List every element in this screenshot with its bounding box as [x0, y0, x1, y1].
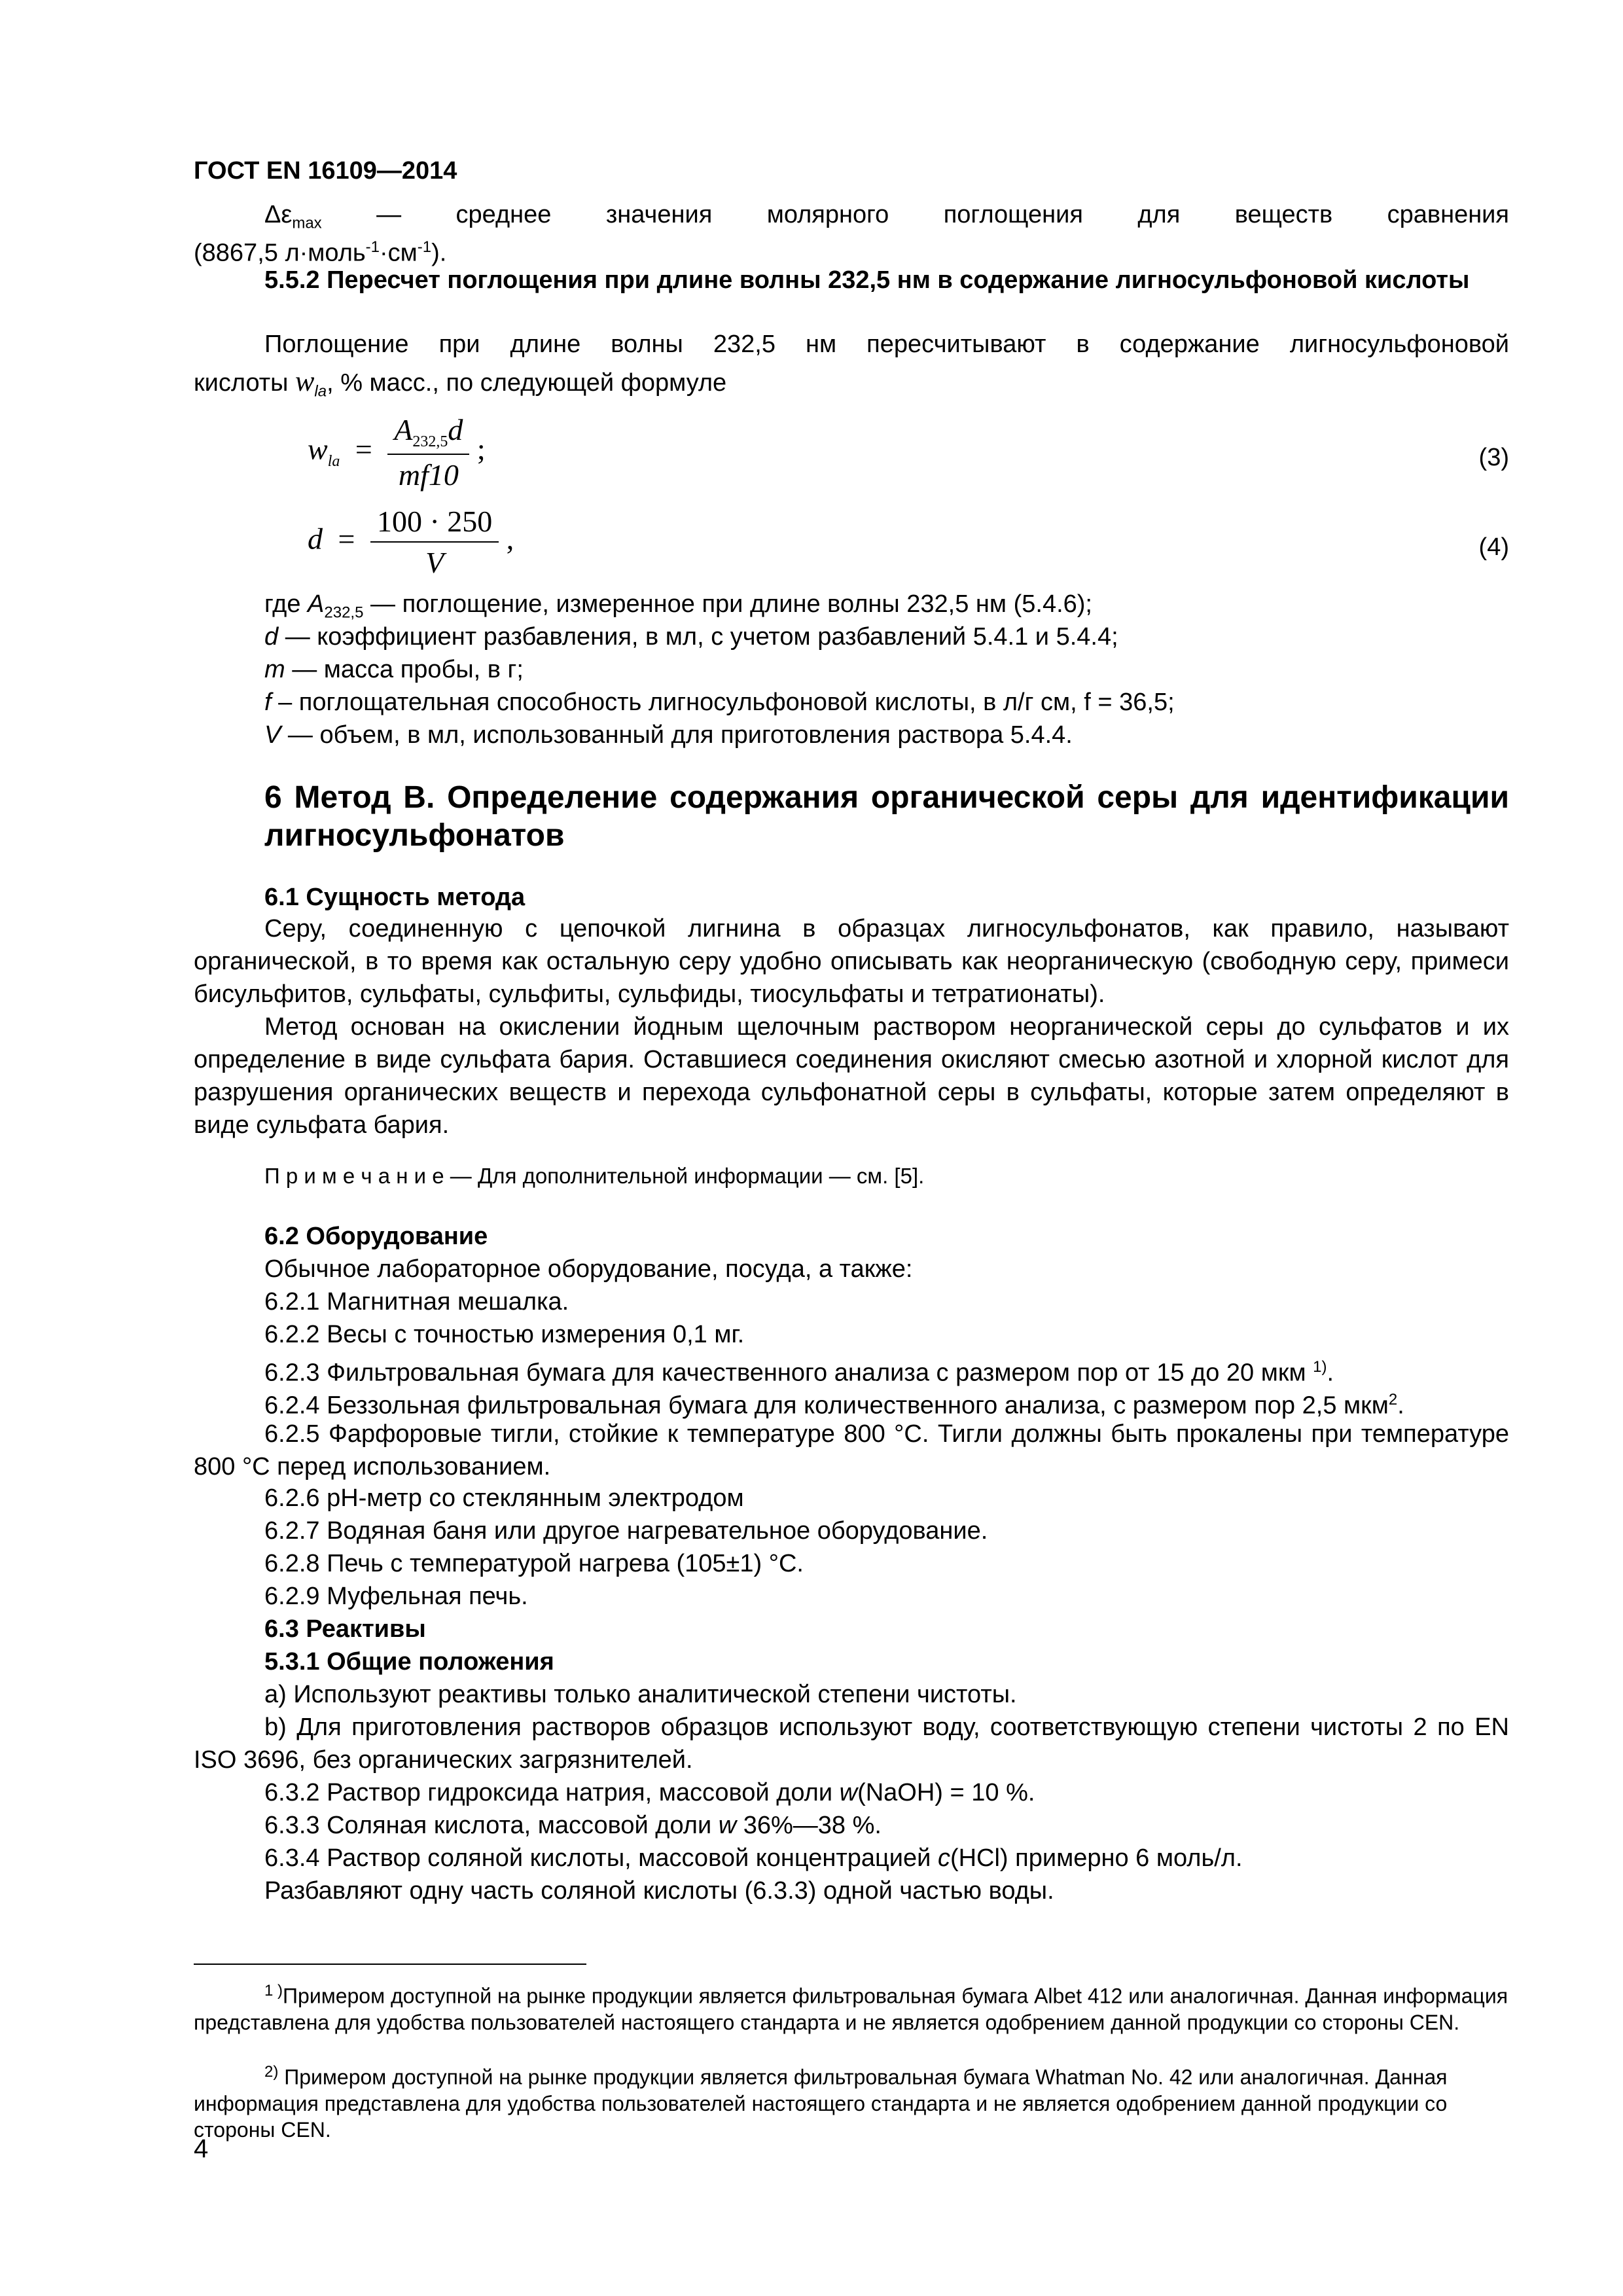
intro-dash: — — [321, 201, 456, 228]
sec62-item-6: 6.2.6 pH-метр со стеклянным электродом — [264, 1484, 744, 1512]
note-label: П р и м е ч а н и е — [264, 1164, 444, 1188]
sec63-item-2: 6.3.2 Раствор гидроксида натрия, массовой доли w(NaOH) = 10 %. — [264, 1779, 1035, 1806]
sec62-item-7: 6.2.7 Водяная баня или другое нагревательное оборудование. — [264, 1517, 988, 1545]
equation-number-3: (3) — [1478, 444, 1509, 471]
sec552-paragraph-line-1: Поглощение при длине волны 232,5 нм пересчитывают в содержание лигносульфоновой — [264, 331, 1509, 358]
section-6-3-title: 6.3 Реактивы — [264, 1615, 426, 1643]
footnote-2: $^{2)}$ Примером доступной на рынке продукции является фильтровальная бумага Whatman No. 42 или аналогичная. Данная информация представлена для удобства пользователей настоящего стандарта и не является одобрением данной продукции со стороны CEN. — [194, 2063, 1448, 2142]
intro-text: среднее значения молярного поглощения для веществ сравнения — [455, 201, 1509, 228]
footnote-2-mark: 2) — [264, 2063, 279, 2081]
where-item-f: f – поглощательная способность лигносульфоновой кислоты, в л/г см, f = 36,5; — [264, 689, 1175, 716]
sec62-item-3: 6.2.3 Фильтровальная бумага для качественного анализа с размером пор от 15 до 20 мкм $^{1)}$. — [264, 1358, 1334, 1387]
page-number: 4 — [194, 2134, 209, 2163]
formula-3: $w_{la}$ = $\frac{A_{232,5}d}{mf10}$ ; — [308, 413, 486, 492]
formula-4-fraction: $\frac{100 \cdot 250}{V}$ — [370, 504, 499, 580]
section-5-3-1-title: 5.3.1 Общие положения — [264, 1648, 554, 1676]
sec62-item-2: 6.2.2 Весы с точностью измерения 0,1 мг. — [264, 1321, 745, 1348]
sec552-paragraph-line-2: кислоты $w_{la}$, % масс., по следующей формуле — [194, 365, 727, 401]
delta-epsilon-sub: max — [292, 214, 322, 232]
section-6-2-title: 6.2 Оборудование — [264, 1223, 488, 1250]
where-item-A: где $A_{232,5}$ — поглощение, измеренное при длине волны 232,5 нм (5.4.6); — [264, 590, 1092, 622]
sec62-item-5: 6.2.5 Фарфоровые тигли, стойкие к температуре 800 °С. Тигли должны быть прокалены при температуре 800 °С перед использованием. — [194, 1420, 1509, 1480]
delta-epsilon-symbol: Δε — [264, 201, 293, 228]
sec61-paragraph-1: Серу, соединенную с цепочкой лигнина в образцах лигносульфонатов, как правило, называют органической, в то время как остальную серу удобно описывать как неорганическую (свободную серу, примеси бисульфитов, сульфаты, сульфиты, сульфиды, тиосульфаты и тетратионаты). — [194, 915, 1509, 1008]
where-item-m: m — масса пробы, в г; — [264, 656, 524, 683]
equation-number-4: (4) — [1478, 533, 1509, 561]
sec63-item-4-continuation: Разбавляют одну часть соляной кислоты (6.3.3) одной частью воды. — [264, 1877, 1054, 1905]
sec63-item-4: 6.3.4 Раствор соляной кислоты, массовой концентрацией c(HCl) примерно 6 моль/л. — [264, 1844, 1243, 1872]
sec62-item-8: 6.2.8 Печь с температурой нагрева (105±1) °С. — [264, 1550, 804, 1577]
sec62-item-4: 6.2.4 Беззольная фильтровальная бумага для количественного анализа, с размером пор 2,5 мкм$^2$. — [264, 1391, 1404, 1420]
sec62-item-1: 6.2.1 Магнитная мешалка. — [264, 1288, 569, 1316]
intro-line-2: (8867,5 $л\cdot моль^{-1}\cdot см^{-1}$). — [194, 238, 447, 267]
sec63-item-3: 6.3.3 Соляная кислота, массовой доли w 36%—38 %. — [264, 1812, 882, 1839]
section-5-5-2-title: 5.5.2 Пересчет поглощения при длине волны 232,5 нм в содержание лигносульфоновой кислоты — [264, 266, 1470, 294]
note: П р и м е ч а н и е — Для дополнительной информации — см. [5]. — [264, 1164, 925, 1188]
document-header: ГОСТ EN 16109—2014 — [194, 157, 457, 185]
sec62-item-9: 6.2.9 Муфельная печь. — [264, 1583, 528, 1610]
section-6-1-title: 6.1 Сущность метода — [264, 884, 526, 911]
sec62-intro: Обычное лабораторное оборудование, посуда, а также: — [264, 1255, 913, 1283]
sec61-paragraph-2: Метод основан на окислении йодным щелочным раствором неорганической серы до сульфатов и их определение в виде сульфата бария. Оставшиеся соединения окисляют смесью азотной и хлорной кислот для разрушения органических веществ и перехода сульфонатной серы в сульфаты, которые затем определяют в виде сульфата бария. — [194, 1013, 1509, 1139]
formula-3-fraction: $\frac{A_{232,5}d}{mf10}$ — [387, 412, 469, 492]
footnote-1: $^{1 )}$Примером доступной на рынке продукции является фильтровальная бумага Albet 412 или аналогичная. Данная информация представлена для удобства пользователей настоящего стандарта и не является одобрением данной продукции со стороны CEN. — [194, 1982, 1508, 2034]
sec63-item-a: a) Используют реактивы только аналитической степени чистоты. — [264, 1681, 1017, 1708]
footnote-divider — [194, 1964, 586, 1965]
footnote-1-mark: 1 ) — [264, 1982, 283, 2000]
section-6-heading: 6 Метод В. Определение содержания органической серы для идентификации лигносульфонатов — [264, 780, 1509, 853]
formula-4: d = $\frac{100 \cdot 250}{V}$ , — [308, 505, 514, 579]
where-item-V: V — объем, в мл, использованный для приготовления раствора 5.4.4. — [264, 721, 1073, 749]
sec63-item-b: b) Для приготовления растворов образцов используют воду, соответствующую степени чистоты 2 по EN ISO 3696, без органических загрязнителей. — [194, 1713, 1509, 1774]
where-item-d: d — коэффициент разбавления, в мл, с учетом разбавлений 5.4.1 и 5.4.4; — [264, 623, 1118, 651]
